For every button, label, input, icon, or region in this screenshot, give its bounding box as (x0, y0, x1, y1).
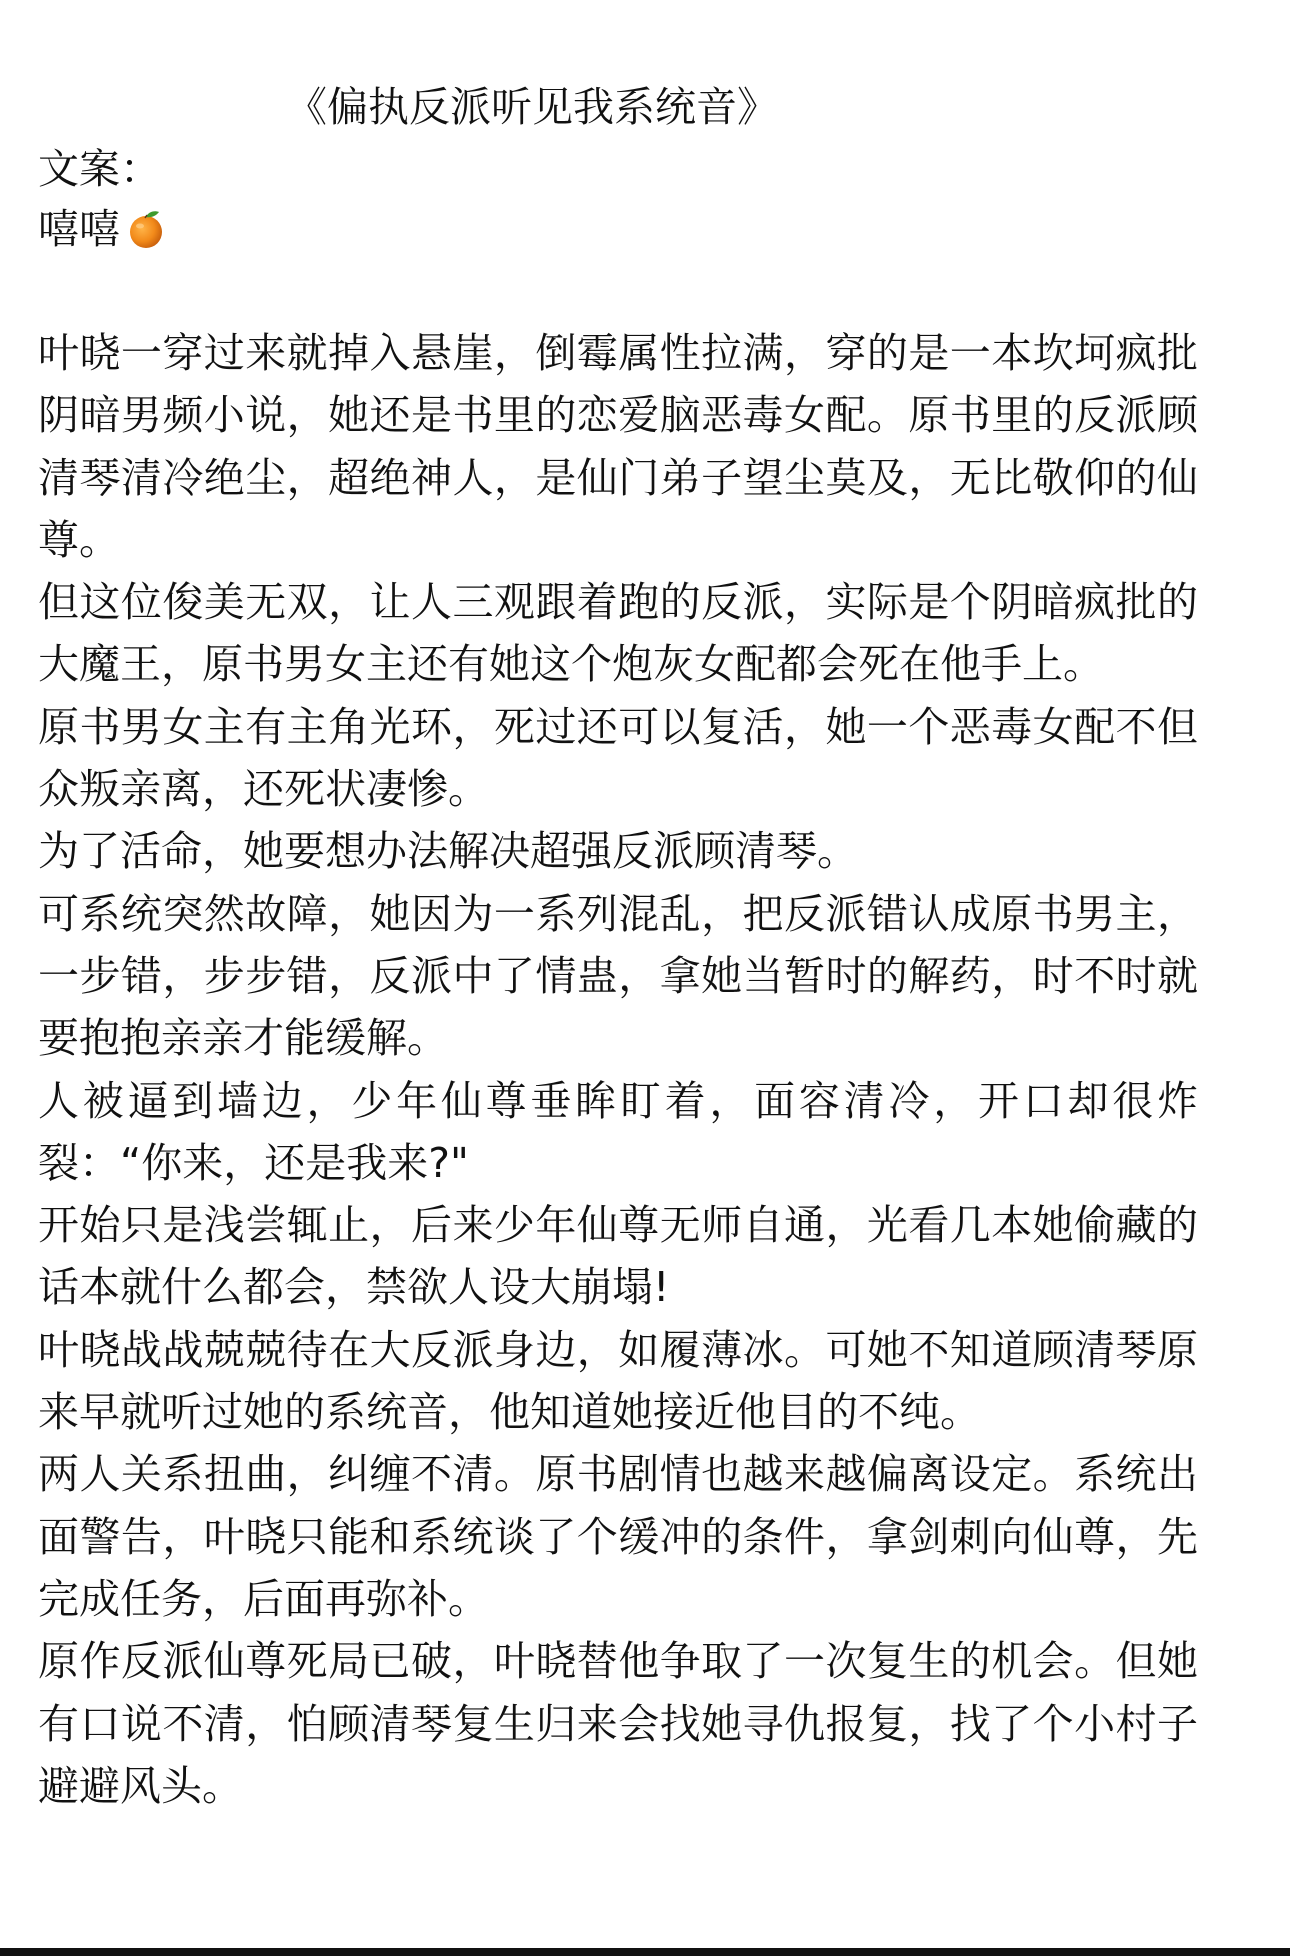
bottom-border (0, 1948, 1290, 1956)
paragraph: 原书男女主有主角光环，死过还可以复活，她一个恶毒女配不但众叛亲离，还死状凄惨。 (38, 702, 1198, 814)
paragraph: 叶晓一穿过来就掉入悬崖，倒霉属性拉满，穿的是一本坎坷疯批阴暗男频小说，她还是书里的恋爱脑恶毒女配。原书里的反派顾清琴清冷绝尘，超绝神人，是仙门弟子望尘莫及，无比敬仰的仙尊。 (38, 329, 1198, 564)
paragraph: 但这位俊美无双，让人三观跟着跑的反派，实际是个阴暗疯批的大魔王，原书男女主还有她这个炮灰女配都会死在他手上。 (38, 578, 1198, 689)
greeting-line (38, 200, 166, 258)
paragraph: 人被逼到墙边，少年仙尊垂眸盯着，面容清冷，开口却很炸裂：“你来，还是我来?" (38, 1076, 1198, 1187)
paragraph: 两人关系扭曲，纠缠不清。原书剧情也越来越偏离设定。系统出面警告，叶晓只能和系统谈了个缓冲的条件，拿剑刺向仙尊，先完成任务，后面再弥补。 (38, 1450, 1198, 1623)
paragraph: 为了活命，她要想办法解决超强反派顾清琴。 (38, 827, 858, 876)
paragraph: 可系统突然故障，她因为一系列混乱，把反派错认成原书男主，一步错，步步错，反派中了情蛊，拿她当暂时的解药，时不时就要抱抱亲亲才能缓解。 (38, 889, 1198, 1063)
synopsis-body (38, 322, 1198, 1817)
paragraph: 叶晓战战兢兢待在大反派身边，如履薄冰。可她不知道顾清琴原来早就听过她的系统音，他知道她接近他目的不纯。 (38, 1325, 1198, 1437)
orange-emoji-icon (126, 209, 166, 249)
greeting-text: 嘻嘻 (38, 205, 120, 253)
document-title: 《偏执反派听见我系统音》 (286, 83, 778, 131)
synopsis-label: 文案： (38, 145, 161, 193)
paragraph: 原作反派仙尊死局已破，叶晓替他争取了一次复生的机会。但她有口说不清，怕顾清琴复生归来会找她寻仇报复，找了个小村子避避风头。 (38, 1637, 1198, 1810)
paragraph: 开始只是浅尝辄止，后来少年仙尊无师自通，光看几本她偷藏的话本就什么都会，禁欲人设大崩塌! (38, 1201, 1198, 1312)
